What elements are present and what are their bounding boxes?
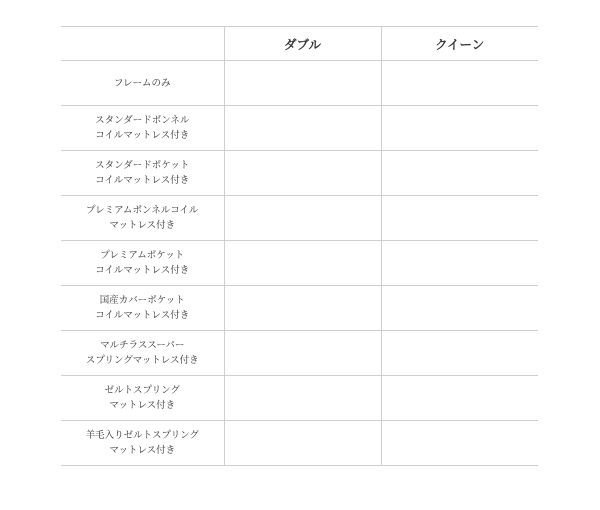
cell-queen: [381, 241, 538, 286]
cell-double: [224, 106, 381, 151]
header-row: [61, 27, 538, 61]
cell-double: [224, 331, 381, 376]
row-label-line: スプリングマットレス付き: [85, 355, 199, 366]
row-label: [61, 241, 224, 286]
cell-queen: [381, 331, 538, 376]
row-label: [61, 151, 224, 196]
row-label: [61, 106, 224, 151]
row-label-line: マットレス付き: [109, 400, 176, 411]
table-row: [61, 151, 538, 196]
table-row: [61, 106, 538, 151]
header-cell-empty: [61, 27, 224, 61]
cell-queen: [381, 376, 538, 421]
cell-queen: [381, 421, 538, 466]
row-label-line: マットレス付き: [109, 220, 176, 231]
table-row: [61, 286, 538, 331]
row-label-line: コイルマットレス付き: [95, 310, 190, 321]
row-label-line: スタンダードボンネル: [95, 115, 190, 126]
header-cell-double: ダブル: [224, 27, 381, 61]
table-row: [61, 421, 538, 466]
row-label-line: マルチラススーパー: [100, 340, 185, 351]
row-label: [61, 61, 224, 106]
row-label: [61, 376, 224, 421]
row-label-line: コイルマットレス付き: [95, 130, 190, 141]
cell-double: [224, 421, 381, 466]
row-label-line: ゼルトスプリング: [104, 385, 180, 396]
row-label: [61, 331, 224, 376]
table-header: [61, 27, 538, 61]
size-comparison-table-container: [61, 26, 538, 466]
table-row: [61, 331, 538, 376]
table-row: [61, 376, 538, 421]
cell-double: [224, 286, 381, 331]
row-label-line: プレミアムボンネルコイル: [86, 205, 199, 216]
row-label-line: マットレス付き: [109, 445, 176, 456]
table-row: [61, 241, 538, 286]
row-label: [61, 421, 224, 466]
header-cell-queen: クイーン: [381, 27, 538, 61]
row-label: [61, 286, 224, 331]
cell-queen: [381, 61, 538, 106]
cell-queen: [381, 196, 538, 241]
cell-queen: [381, 151, 538, 196]
row-label-line: フレームのみ: [113, 77, 171, 89]
row-label-line: スタンダードポケット: [95, 160, 190, 171]
size-comparison-table: [61, 26, 538, 466]
row-label-line: コイルマットレス付き: [95, 175, 190, 186]
cell-double: [224, 241, 381, 286]
cell-double: [224, 61, 381, 106]
row-label-line: 国産カバーポケット: [99, 295, 185, 306]
row-label-line: プレミアムポケット: [100, 250, 185, 261]
cell-double: [224, 376, 381, 421]
table-row: [61, 196, 538, 241]
cell-queen: [381, 106, 538, 151]
table-row: [61, 61, 538, 106]
table-body: [61, 61, 538, 466]
row-label-line: コイルマットレス付き: [95, 265, 190, 276]
cell-double: [224, 196, 381, 241]
row-label-line: 羊毛入りゼルトスプリング: [85, 430, 199, 441]
cell-queen: [381, 286, 538, 331]
row-label: [61, 196, 224, 241]
cell-double: [224, 151, 381, 196]
